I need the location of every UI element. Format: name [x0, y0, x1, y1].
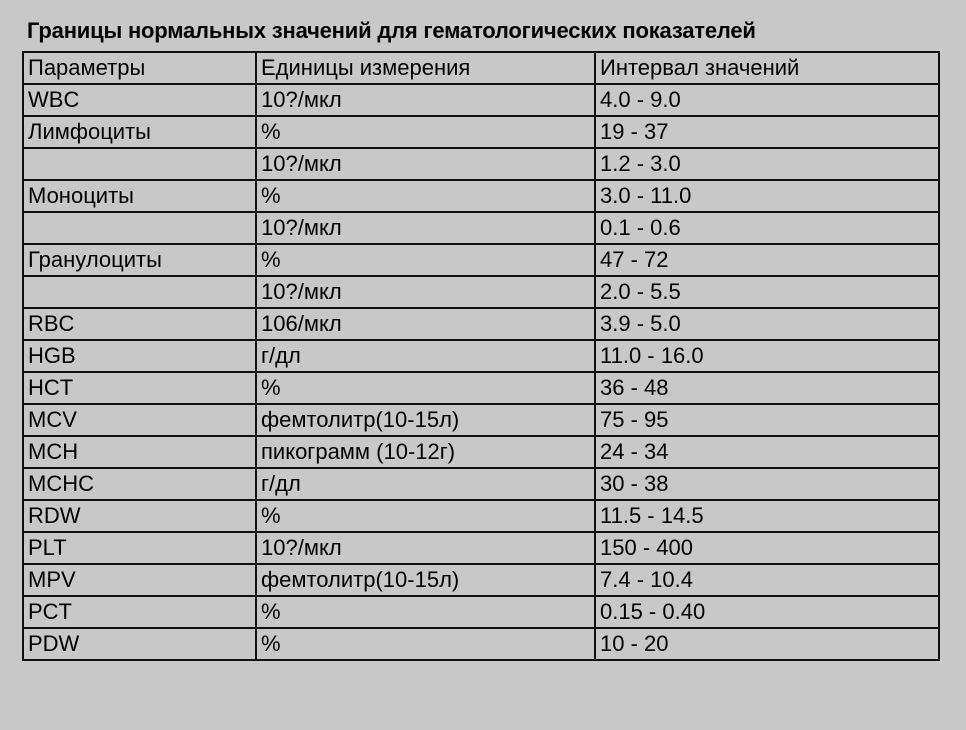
- cell-unit: пикограмм (10-12г): [256, 436, 595, 468]
- cell-parameter: Гранулоциты: [23, 244, 256, 276]
- table-row: [23, 84, 939, 116]
- cell-range: 0.15 - 0.40: [595, 596, 939, 628]
- cell-unit: 10?/мкл: [256, 212, 595, 244]
- cell-range: 75 - 95: [595, 404, 939, 436]
- table-row: [23, 148, 939, 180]
- table-row: [23, 116, 939, 148]
- header-units: Единицы измерения: [256, 52, 595, 84]
- cell-parameter: Моноциты: [23, 180, 256, 212]
- table-row: [23, 404, 939, 436]
- cell-range: 4.0 - 9.0: [595, 84, 939, 116]
- table-row: [23, 468, 939, 500]
- table-row: [23, 244, 939, 276]
- table-row: [23, 212, 939, 244]
- cell-range: 7.4 - 10.4: [595, 564, 939, 596]
- cell-parameter: WBC: [23, 84, 256, 116]
- cell-parameter: MCV: [23, 404, 256, 436]
- cell-unit: %: [256, 500, 595, 532]
- cell-range: 2.0 - 5.5: [595, 276, 939, 308]
- cell-unit: г/дл: [256, 468, 595, 500]
- cell-range: 24 - 34: [595, 436, 939, 468]
- header-range: Интервал значений: [595, 52, 939, 84]
- cell-unit: 10?/мкл: [256, 276, 595, 308]
- table-row: [23, 500, 939, 532]
- cell-range: 47 - 72: [595, 244, 939, 276]
- cell-range: 30 - 38: [595, 468, 939, 500]
- table-row: [23, 308, 939, 340]
- cell-range: 3.9 - 5.0: [595, 308, 939, 340]
- cell-range: 1.2 - 3.0: [595, 148, 939, 180]
- cell-parameter: PCT: [23, 596, 256, 628]
- cell-unit: 10?/мкл: [256, 84, 595, 116]
- cell-unit: %: [256, 116, 595, 148]
- cell-unit: %: [256, 244, 595, 276]
- cell-range: 36 - 48: [595, 372, 939, 404]
- hematology-reference-table: [22, 51, 940, 661]
- cell-unit: %: [256, 180, 595, 212]
- header-parameters: Параметры: [23, 52, 256, 84]
- cell-range: 0.1 - 0.6: [595, 212, 939, 244]
- cell-parameter: Лимфоциты: [23, 116, 256, 148]
- cell-range: 11.5 - 14.5: [595, 500, 939, 532]
- cell-parameter: MPV: [23, 564, 256, 596]
- cell-parameter: MCH: [23, 436, 256, 468]
- cell-unit: %: [256, 596, 595, 628]
- table-row: [23, 340, 939, 372]
- table-row: [23, 180, 939, 212]
- table-row: [23, 596, 939, 628]
- cell-unit: %: [256, 372, 595, 404]
- cell-unit: г/дл: [256, 340, 595, 372]
- table-title: Границы нормальных значений для гематологических показателей: [27, 18, 756, 43]
- table-row: [23, 564, 939, 596]
- cell-range: 10 - 20: [595, 628, 939, 660]
- cell-parameter: RDW: [23, 500, 256, 532]
- cell-parameter: HGB: [23, 340, 256, 372]
- table-header-row: [23, 52, 939, 84]
- cell-parameter: [23, 212, 256, 244]
- cell-parameter: [23, 148, 256, 180]
- table-row: [23, 532, 939, 564]
- cell-parameter: PDW: [23, 628, 256, 660]
- table-row: [23, 276, 939, 308]
- cell-unit: 106/мкл: [256, 308, 595, 340]
- cell-unit: фемтолитр(10-15л): [256, 564, 595, 596]
- cell-range: 3.0 - 11.0: [595, 180, 939, 212]
- cell-unit: %: [256, 628, 595, 660]
- cell-range: 11.0 - 16.0: [595, 340, 939, 372]
- cell-unit: 10?/мкл: [256, 148, 595, 180]
- table-row: [23, 436, 939, 468]
- cell-parameter: [23, 276, 256, 308]
- cell-parameter: PLT: [23, 532, 256, 564]
- cell-unit: 10?/мкл: [256, 532, 595, 564]
- cell-parameter: MCHC: [23, 468, 256, 500]
- cell-parameter: RBC: [23, 308, 256, 340]
- cell-unit: фемтолитр(10-15л): [256, 404, 595, 436]
- cell-range: 150 - 400: [595, 532, 939, 564]
- table-row: [23, 628, 939, 660]
- cell-parameter: HCT: [23, 372, 256, 404]
- table-row: [23, 372, 939, 404]
- cell-range: 19 - 37: [595, 116, 939, 148]
